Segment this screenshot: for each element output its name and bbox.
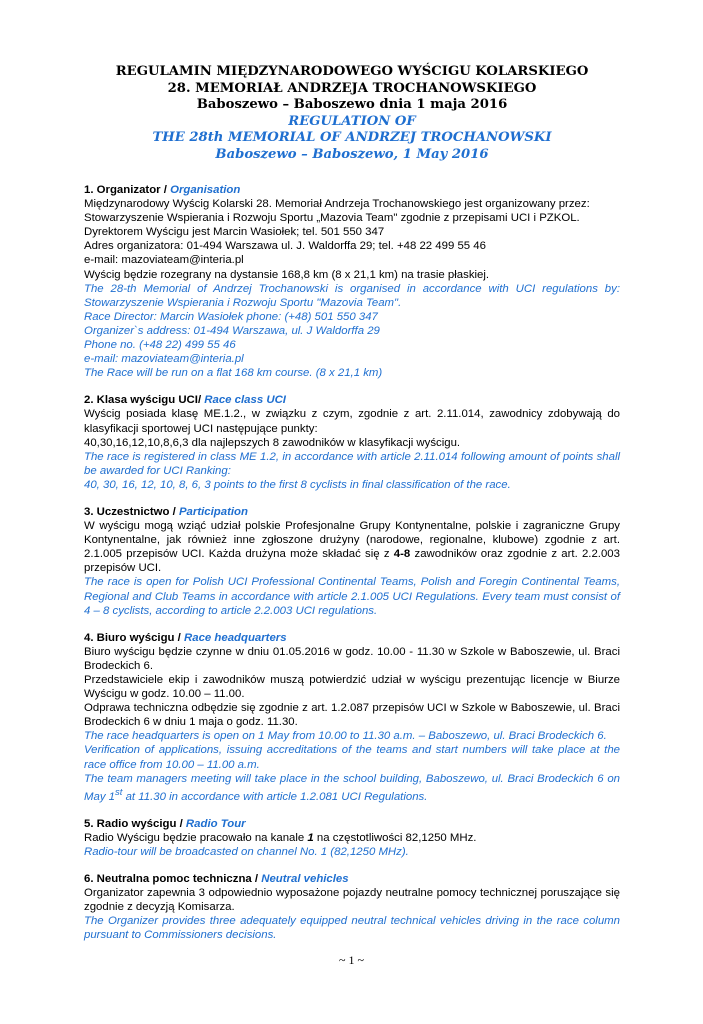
paragraph-pl: Stowarzyszenie Wspierania i Rozwoju Sportu „Mazovia Team" zgodnie z przepisami UCI i PZKOL. (84, 212, 580, 225)
section-organisation (84, 183, 620, 380)
paragraph-pl: Biuro wyścigu będzie czynne w dniu 01.05.2016 w godz. 10.00 - 11.30 w Szkole w Baboszewie, ul. Braci Brodeckich 6. (84, 645, 620, 672)
page-number: ~ 1 ~ (339, 953, 364, 967)
paragraph-pl: Przedstawiciele ekip i zawodników muszą potwierdzić udział w wyścigu prezentując licencje w Biurze Wyścigu w godz. 10.00 – 11.00. (84, 674, 620, 701)
title-en-line1: REGULATION OF (288, 113, 416, 129)
paragraph-en: Radio-tour will be broadcasted on channel No. 1 (82,1250 MHz). (84, 845, 409, 858)
paragraph-en: The team managers meeting will take place in the school building, Baboszewo, ul. Braci Brodeckich 6 on May 1st at 11.30 in accordance with article 1.2.081 UCI Regulations. (84, 772, 620, 803)
section-heading: 2. Klasa wyścigu UCI/ Race class UCI (84, 394, 286, 407)
section-heading: 3. Uczestnictwo / Participation (84, 505, 248, 518)
title-en-line2: THE 28th MEMORIAL OF ANDRZEJ TROCHANOWSKI (152, 130, 552, 145)
paragraph-pl: Adres organizatora: 01-494 Warszawa ul. J. Waldorffa 29; tel. +48 22 499 55 46 (84, 240, 486, 253)
paragraph-pl: e-mail: mazoviateam@interia.pl (84, 254, 244, 267)
section-heading: 1. Organizator / Organisation (84, 184, 241, 196)
section-heading: 4. Biuro wyścigu / Race headquarters (84, 631, 287, 644)
paragraph-en: The Organizer provides three adequately equipped neutral technical vehicles driving in the race column pursuant to Commissioners decisions. (84, 915, 620, 942)
section-neutral-vehicles (84, 872, 620, 942)
paragraph-en: Organizer`s address: 01-494 Warszawa, ul. J Waldorffa 29 (84, 324, 380, 337)
title-pl-line3: Baboszewo – Baboszewo dnia 1 maja 2016 (196, 97, 508, 112)
paragraph-en: Race Director: Marcin Wasiołek phone: (+48) 501 550 347 (84, 310, 378, 323)
paragraph-pl: Dyrektorem Wyścigu jest Marcin Wasiołek; tel. 501 550 347 (84, 226, 385, 239)
section-heading: 6. Neutralna pomoc techniczna / Neutral vehicles (84, 872, 349, 885)
paragraph-pl: Międzynarodowy Wyścig Kolarski 28. Memoriał Andrzeja Trochanowskiego jest organizowany przez: (84, 198, 590, 211)
title-pl-line2: 28. MEMORIAŁ ANDRZEJA TROCHANOWSKIEGO (167, 80, 537, 96)
document-page (84, 64, 620, 955)
paragraph-pl: Odprawa techniczna odbędzie się zgodnie z art. 1.2.087 przepisów UCI w Szkole w Baboszewie, ul. Braci Brodeckich 6 w dniu 1 maja o godz. 11.30. (84, 702, 620, 729)
paragraph-en: The 28-th Memorial of Andrzej Trochanowski is organised in accordance with UCI regulations by: Stowarzyszenie Wspierania i Rozwoju Sportu "Mazovia Team". (84, 282, 620, 309)
paragraph-pl: Organizator zapewnia 3 odpowiednio wyposażone pojazdy neutralne pomocy technicznej poruszające się zgodnie z decyzją Komisarza. (84, 887, 620, 914)
title-pl-line1: REGULAMIN MIĘDZYNARODOWEGO WYŚCIGU KOLARSKIEGO (115, 64, 589, 79)
paragraph-pl: 40,30,16,12,10,8,6,3 dla najlepszych 8 zawodników w klasyfikacji wyścigu. (84, 436, 461, 449)
section-radio-tour (84, 817, 620, 859)
paragraph-pl: Wyścig posiada klasę ME.1.2., w związku z czym, zgodnie z art. 2.11.014, zawodnicy zdobywają do klasyfikacji sportowej UCI następujące punkty: (84, 408, 620, 435)
section-participation (84, 505, 620, 618)
paragraph-en: The race headquarters is open on 1 May from 10.00 to 11.30 a.m. – Baboszewo, ul. Braci Brodeckich 6. (84, 730, 607, 743)
section-race-headquarters (84, 631, 620, 804)
document-header (84, 64, 620, 163)
document-body (84, 183, 620, 942)
paragraph-en: e-mail: mazoviateam@interia.pl (84, 353, 244, 366)
title-en-line3: Baboszewo – Baboszewo, 1 May 2016 (215, 146, 489, 162)
section-race-class (84, 393, 620, 492)
paragraph-pl: Wyścig będzie rozegrany na dystansie 168,8 km (8 x 21,1 km) na trasie płaskiej. (84, 268, 490, 281)
paragraph-pl: W wyścigu mogą wziąć udział polskie Profesjonalne Grupy Kontynentalne, polskie i zagraniczne Grupy Kontynentalne, jak również inne zgłoszone drużyny (narodowe, regionalne, klubowe) zgodnie z art. 2.1.005 przepisów UCI. Każda drużyna może składać się z 4-8 zawodników oraz zgodnie z art. 2.2.003 przepisów UCI. (84, 520, 620, 575)
paragraph-en: The race is registered in class ME 1.2, in accordance with article 2.11.014 following amount of points shall be awarded for UCI Ranking: (84, 450, 620, 477)
paragraph-en: Phone no. (+48 22) 499 55 46 (84, 339, 236, 352)
paragraph-en: The Race will be run on a flat 168 km course. (8 x 21,1 km) (84, 367, 383, 380)
paragraph-en: Verification of applications, issuing accreditations of the teams and start numbers will take place at the race office from 10.00 – 11.00 a.m. (84, 744, 620, 771)
paragraph-en: 40, 30, 16, 12, 10, 8, 6, 3 points to the first 8 cyclists in final classification of the race. (84, 478, 511, 491)
paragraph-en: The race is open for Polish UCI Professional Continental Teams, Polish and Foregin Continental Teams, Regional and Club Teams in accordance with article 2.1.005 UCI Regulations. Every team must consist of 4 – 8 cyclists, according to article 2.2.003 UCI regulations. (84, 576, 620, 617)
section-heading: 5. Radio wyścigu / Radio Tour (84, 817, 246, 830)
paragraph-pl: Radio Wyścigu będzie pracowało na kanale 1 na częstotliwości 82,1250 MHz. (84, 831, 477, 844)
